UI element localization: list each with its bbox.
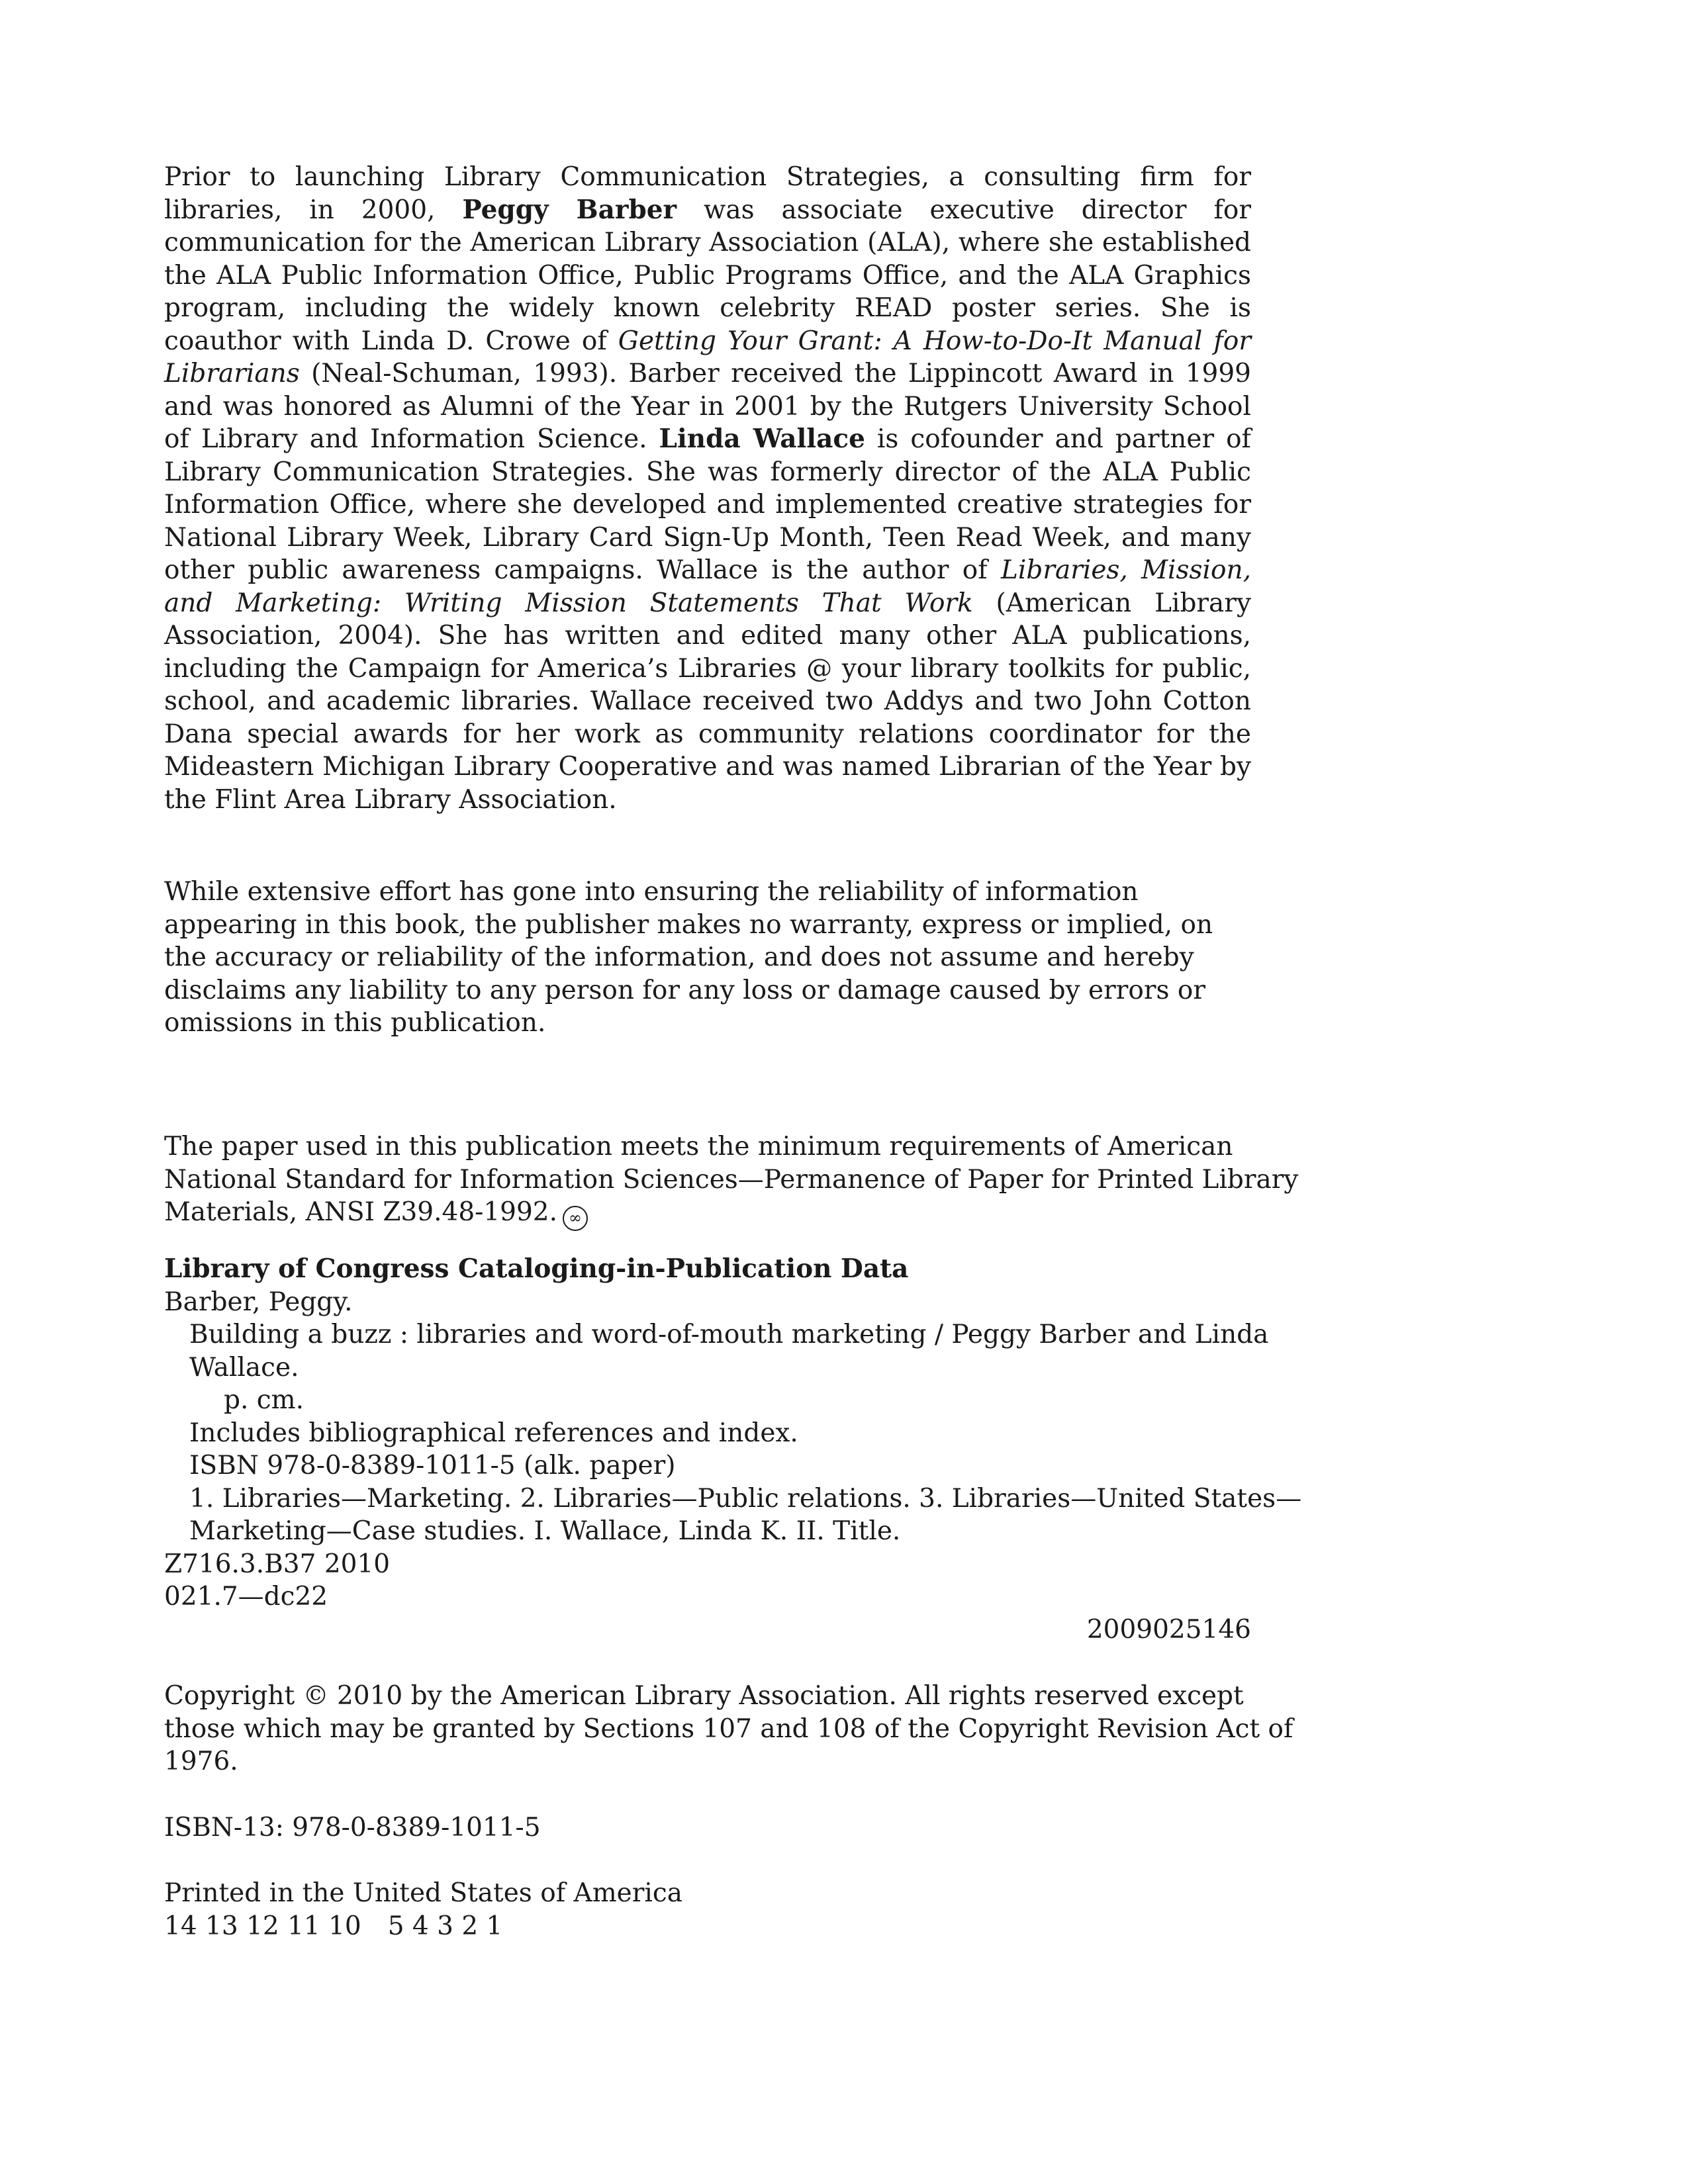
- paper-notice: [164, 1130, 1299, 1231]
- author-bio: [164, 161, 1251, 816]
- cip-subjects: 1. Libraries—Marketing. 2. Libraries—Public relations. 3. Libraries—United States—: [189, 1483, 1302, 1514]
- cip-title: Building a buzz : libraries and word-of-mouth marketing / Peggy Barber and Linda: [189, 1320, 1269, 1349]
- printing-numbers: [164, 1910, 1251, 1943]
- isbn-13: ISBN-13: 978-0-8389-1011-5: [164, 1813, 541, 1843]
- cip-isbn: ISBN 978-0-8389-1011-5 (alk. paper): [189, 1451, 676, 1480]
- author-name-peggy-barber: Peggy Barber: [462, 194, 677, 225]
- bio-text: (Neal-Schuman, 1993). Barber received the Lippincott Award in 1999 and was honored as Alumni of the Year in 2001 by the Rutgers University School of Library and Information Science.: [164, 359, 1251, 454]
- cip-dewey: 021.7—dc22: [164, 1582, 328, 1612]
- paper-notice-line: The paper used in this publication meets the minimum requirements of American: [164, 1132, 1233, 1161]
- printing-info: [164, 1877, 1251, 1942]
- bio-text: Prior to launching Library Communication Strategies, a consulting firm for libraries, in 2000,: [164, 162, 1251, 225]
- copyright-line: those which may be granted by Sections 107 and 108 of the Copyright Revision Act of: [164, 1713, 1293, 1744]
- copyright-notice: [164, 1680, 1293, 1778]
- cip-title: Wallace.: [189, 1352, 299, 1383]
- cip-data: [164, 1253, 1302, 1646]
- cip-includes: Includes bibliographical references and index.: [189, 1418, 798, 1448]
- cip-subjects: Marketing—Case studies. I. Wallace, Linda K. II. Title.: [189, 1516, 901, 1546]
- cip-heading: [164, 1253, 1251, 1286]
- disclaimer: While extensive effort has gone into ensuring the reliability of information appearing in this book, the publisher makes no warranty, express or implied, on the accuracy or reliability of the information, and does not assume and hereby disclaims any liability to any person for any loss or damage caused by errors or omissions in this publication.: [164, 877, 1213, 1038]
- printed-country: Printed in the United States of America: [164, 1878, 682, 1908]
- cip-author: Barber, Peggy.: [164, 1287, 353, 1317]
- book-title-getting-your-grant: Getting Your Grant: A How-to-Do-It Manual for Librarians: [164, 326, 1251, 388]
- copyright-line: 1976.: [164, 1747, 238, 1776]
- book-title-libraries-mission-marketing: Libraries, Mission, and Marketing: Writing Mission Statements That Work: [164, 555, 1251, 618]
- printing-years: 14 13 12 11 10: [164, 1911, 361, 1941]
- bio-text: is cofounder and partner of Library Communication Strategies. She was formerly director of the ALA Public Information Office, where she developed and implemented creative strategies for National Library Week, Library Card Sign-Up Month, Teen Read Week, and many other public awareness campaigns. Wallace is the author of: [164, 424, 1251, 585]
- cip-lc-class: Z716.3.B37 2010: [164, 1549, 391, 1579]
- author-name-linda-wallace: Linda Wallace: [659, 424, 865, 454]
- infinity-icon: ∞: [563, 1206, 588, 1231]
- paper-notice-text: Materials, ANSI Z39.48-1992.: [164, 1197, 557, 1227]
- paper-notice-line: [164, 1196, 1251, 1231]
- bio-text: (American Library Association, 2004). She has written and edited many other ALA publications, including the Campaign for America’s Libraries @ your library toolkits for public, school, and academic libraries. Wallace received two Addys and two John Cotton Dana special awards for her work as community relations coordinator for the Mideastern Michigan Library Cooperative and was named Librarian of the Year by the Flint Area Library Association.: [164, 588, 1251, 815]
- printing-impressions: 5 4 3 2 1: [387, 1911, 503, 1941]
- bio-text: was associate executive director for communication for the American Library Association (ALA), where she established the ALA Public Information Office, Public Programs Office, and the ALA Graphics program, including the widely known celebrity READ poster series. She is coauthor with Linda D. Crowe of: [164, 195, 1251, 356]
- cip-pages: p. cm.: [224, 1385, 304, 1415]
- cip-lccn: 2009025146: [1086, 1614, 1251, 1645]
- cip-heading-text: Library of Congress Cataloging-in-Publication Data: [164, 1253, 909, 1284]
- paper-notice-line: National Standard for Information Sciences—Permanence of Paper for Printed Library: [164, 1164, 1299, 1195]
- copyright-line: Copyright © 2010 by the American Library Association. All rights reserved except: [164, 1681, 1244, 1711]
